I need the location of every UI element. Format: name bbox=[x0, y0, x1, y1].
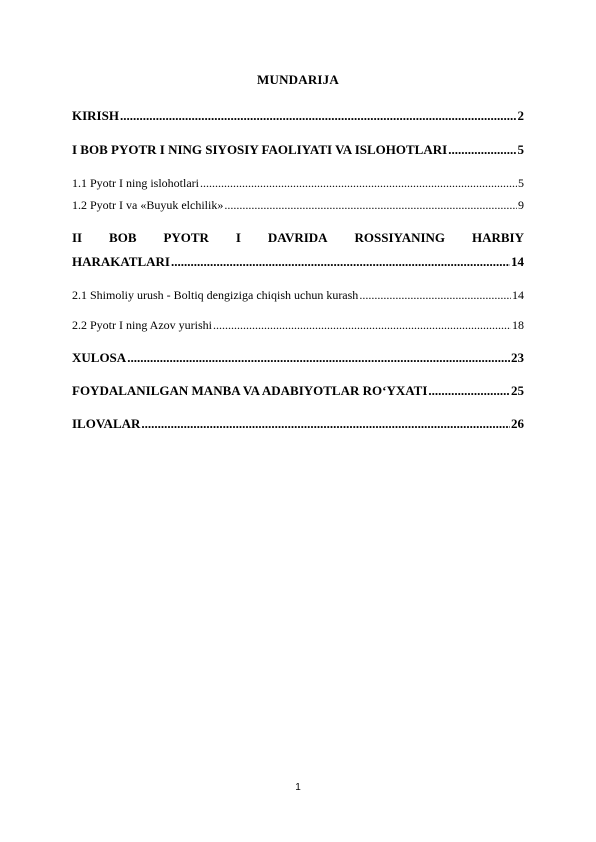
toc-word: II bbox=[72, 230, 83, 245]
toc-entry-xulosa[interactable] bbox=[72, 350, 524, 366]
toc-page-number: 2 bbox=[517, 108, 524, 123]
dot-leader bbox=[171, 254, 510, 270]
toc-page-number: 23 bbox=[511, 350, 524, 365]
toc-entry-label: 2.2 Pyotr I ning Azov yurishi bbox=[72, 318, 212, 332]
dot-leader bbox=[428, 383, 510, 399]
toc-word: BOB bbox=[109, 230, 137, 245]
toc-entry-ilovalar[interactable] bbox=[72, 416, 524, 432]
dot-leader bbox=[200, 176, 517, 191]
toc-entry-label: HARAKATLARI bbox=[72, 254, 170, 269]
toc-page-number: 25 bbox=[511, 383, 524, 398]
toc-entry-chapter-2-line-1[interactable] bbox=[72, 230, 524, 246]
toc-entry-references[interactable] bbox=[72, 383, 524, 399]
toc-entry-section-1-1[interactable] bbox=[72, 176, 524, 191]
toc-page-number: 9 bbox=[518, 198, 524, 212]
toc-word: PYOTR bbox=[163, 230, 209, 245]
toc-page-number: 5 bbox=[518, 176, 524, 190]
toc-word: DAVRIDA bbox=[267, 230, 328, 245]
dot-leader bbox=[224, 198, 517, 213]
toc-entry-kirish[interactable] bbox=[72, 108, 524, 124]
toc-page-number: 14 bbox=[511, 254, 524, 269]
page-number: 1 bbox=[295, 782, 301, 793]
toc-entry-section-1-2[interactable] bbox=[72, 198, 524, 213]
page-title: MUNDARIJA bbox=[257, 72, 339, 87]
toc-word: HARBIY bbox=[471, 230, 524, 245]
dot-leader bbox=[448, 142, 516, 158]
toc-word: I bbox=[235, 230, 241, 245]
toc-entry-label: 2.1 Shimoliy urush - Boltiq dengiziga chiqish uchun kurash bbox=[72, 288, 359, 302]
dot-leader bbox=[120, 108, 517, 124]
toc-entry-label: FOYDALANILGAN MANBA VA ADABIYOTLAR RO‘YXATI bbox=[72, 383, 428, 398]
toc-page-number: 14 bbox=[512, 288, 524, 302]
toc-page-number: 18 bbox=[512, 318, 524, 332]
toc-entry-label: ILOVALAR bbox=[72, 416, 141, 431]
toc-entry-label: 1.2 Pyotr I va «Buyuk elchilik» bbox=[72, 198, 224, 212]
toc-entry-label: XULOSA bbox=[72, 350, 127, 365]
dot-leader bbox=[213, 318, 511, 333]
toc-entry-label: I BOB PYOTR I NING SIYOSIY FAOLIYATI VA ISLOHOTLARI bbox=[72, 142, 448, 157]
dot-leader bbox=[359, 288, 511, 303]
toc-entry-label: KIRISH bbox=[72, 108, 119, 123]
toc-entry-section-2-2[interactable] bbox=[72, 318, 524, 333]
toc-page-number: 5 bbox=[517, 142, 524, 157]
toc-entry-label: 1.1 Pyotr I ning islohotlari bbox=[72, 176, 199, 190]
toc-word: ROSSIYANING bbox=[354, 230, 446, 245]
dot-leader bbox=[141, 416, 510, 432]
dot-leader bbox=[127, 350, 510, 366]
toc-entry-chapter-1[interactable] bbox=[72, 142, 524, 158]
toc-entry-section-2-1[interactable] bbox=[72, 288, 524, 303]
toc-entry-chapter-2-line-2[interactable] bbox=[72, 254, 524, 270]
toc-page-number: 26 bbox=[511, 416, 524, 431]
